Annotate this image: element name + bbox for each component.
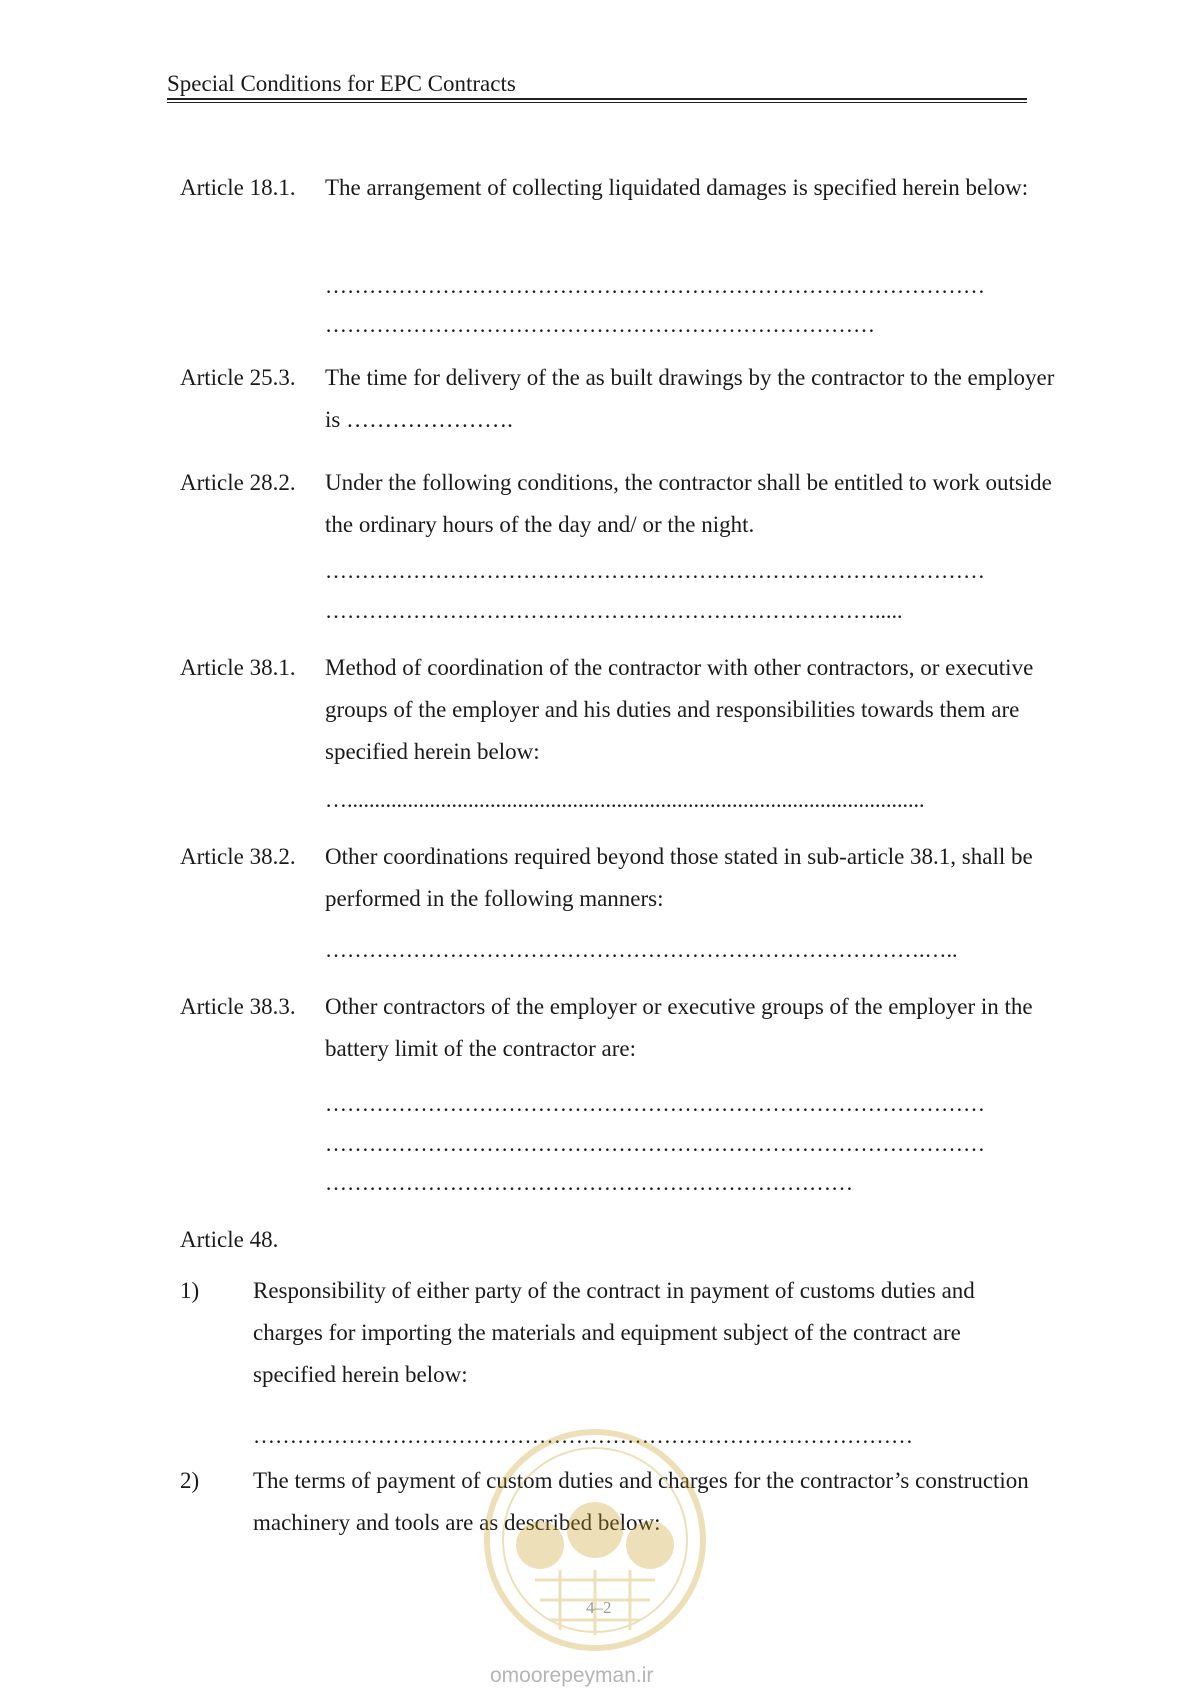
article-text: Other contractors of the employer or executive groups of the employer in the battery limit of the contractor are: (325, 994, 1033, 1061)
page-number: 4–2 (586, 1598, 612, 1617)
list-item-number: 2) (180, 1468, 200, 1493)
article-label: Article 28.2. (180, 470, 296, 495)
fill-in-line: ……………………………………………………………………………… (325, 1131, 985, 1156)
fill-in-line: ……………………………………………………………… (325, 1170, 853, 1195)
article-text: Other coordinations required beyond those stated in sub-article 38.1, shall be performed in the following manners: (325, 844, 1033, 911)
list-item-text: The terms of payment of custom duties and charges for the contractor’s construction machinery and tools are as described below: (253, 1468, 1029, 1535)
article-label: Article 48. (180, 1227, 279, 1252)
article-label: Article 38.2. (180, 844, 296, 869)
fill-in-line: ………………………………………………………………… (325, 312, 875, 337)
article-text: The arrangement of collecting liquidated damages is specified herein below: (325, 175, 1029, 200)
article-text: The time for delivery of the as built drawings by the contractor to the employer is …………………. (325, 365, 1055, 432)
page-header-title: Special Conditions for EPC Contracts (167, 71, 516, 96)
fill-in-line: ……………………………………………………………………………… (325, 558, 985, 583)
fill-in-line: ……………………………………………………………………………… (325, 1091, 985, 1116)
list-item-number: 1) (180, 1278, 200, 1303)
watermark-seal-icon (480, 1425, 710, 1655)
list-item-text: Responsibility of either party of the contract in payment of customs duties and charges for importing the materials and equipment subject of the contract are specified herein below: (253, 1278, 975, 1387)
header-rule-thick (167, 98, 1027, 100)
fill-in-line: ……………………………………………………………………………… (253, 1423, 913, 1448)
header-rule-thin (167, 102, 1027, 103)
fill-in-line: …………………………………………………………………..... (325, 598, 903, 623)
article-label: Article 38.3. (180, 994, 296, 1019)
fill-in-line: …......................................................................................................... (325, 787, 925, 812)
article-label: Article 25.3. (180, 365, 296, 390)
watermark-text: omoorepeyman.ir (490, 1664, 654, 1687)
article-label: Article 18.1. (180, 175, 296, 200)
fill-in-line: ……………………………………………………………………….….. (325, 937, 958, 962)
article-text: Under the following conditions, the contractor shall be entitled to work outside the ordinary hours of the day and/ or the night. (325, 470, 1052, 537)
article-label: Article 38.1. (180, 655, 296, 680)
fill-in-line: ……………………………………………………………………………… (325, 273, 985, 298)
article-text: Method of coordination of the contractor with other contractors, or executive groups of the employer and his duties and responsibilities towards them are specified herein below: (325, 655, 1034, 764)
